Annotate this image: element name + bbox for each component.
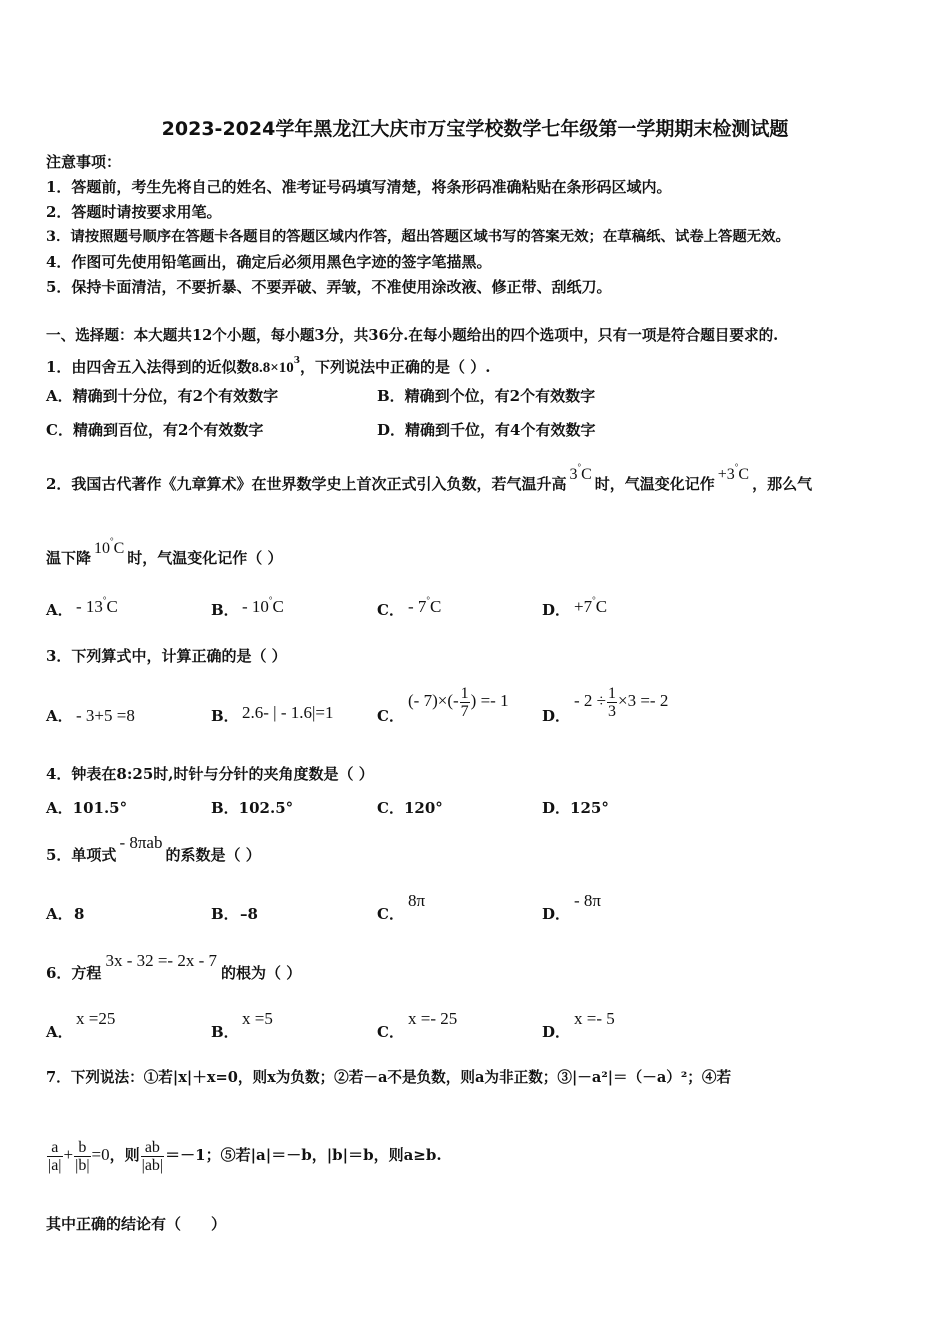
- q2-stem-a: 2．我国古代著作《九章算术》在世界数学史上首次正式引入负数，若气温升高: [46, 475, 567, 493]
- q5-label-d: D．: [542, 905, 571, 923]
- page-title: 2023-2024学年黑龙江大庆市万宝学校数学七年级第一学期期末检测试题: [161, 118, 789, 140]
- q5-label-c: C．: [377, 905, 404, 923]
- q1-exponent: 3: [293, 356, 301, 366]
- section-heading: 一、选择题：本大题共12个小题，每小题3分，共36分.在每小题给出的四个选项中，只有一项是符合题目要求的.: [46, 327, 779, 344]
- q1-stem-a: 1．由四舍五入法得到的近似数: [46, 358, 252, 376]
- q6-stem-b: 的根为（ ）: [221, 964, 302, 982]
- q2-label-a: A．: [46, 601, 73, 619]
- question-1-stem: [46, 351, 490, 378]
- q7-then: ，则: [109, 1146, 140, 1164]
- q2-math-rise: 3°C: [569, 462, 592, 483]
- notice-item-1: 1．答题前，考生先将自己的姓名、准考证号码填写清楚，将条形码准确粘贴在条形码区域内。: [46, 178, 672, 196]
- q2-stem-e: 时，气温变化记作（ ）: [127, 549, 283, 567]
- q7-fraction-a: $\frac{a}{|a|}$: [48, 1138, 62, 1174]
- q6-option-a[interactable]: x =25: [76, 1009, 116, 1028]
- q3-option-a[interactable]: - 3+5 =8: [76, 706, 135, 725]
- notice-heading: 注意事项：: [46, 153, 122, 171]
- q7-equals-zero: =0: [91, 1145, 110, 1164]
- notice-item-5: 5．保持卡面清洁，不要折暴、不要弄破、弄皱，不准使用涂改液、修正带、刮纸刀。: [46, 278, 612, 296]
- q4-option-d[interactable]: D．125°: [542, 799, 609, 817]
- question-2-stem-cont: [46, 536, 283, 569]
- q6-label-d: D．: [542, 1023, 571, 1041]
- question-7-condition: [46, 1132, 442, 1178]
- q2-stem-d: 温下降: [46, 549, 92, 567]
- q5-option-a[interactable]: 8: [74, 905, 85, 923]
- q6-option-d[interactable]: x =- 5: [574, 1009, 615, 1028]
- notice-item-4: 4．作图可先使用铅笔画出，确定后必须用黑色字迹的签字笔描黑。: [46, 253, 492, 271]
- q1-option-b[interactable]: B．精确到个位，有2个有效数字: [377, 387, 596, 405]
- q4-option-c[interactable]: C．120°: [377, 799, 443, 817]
- q2-stem-b: 时，气温变化记作: [594, 475, 715, 493]
- q4-option-a[interactable]: A．101.5°: [46, 799, 128, 817]
- q1-option-a[interactable]: A．精确到十分位，有2个有效数字: [46, 387, 279, 405]
- question-7-stem: 7．下列说法：①若|x|＋x=0，则x为负数；②若－a不是负数，则a为非正数；③|－a²|＝（－a）²；④若: [46, 1069, 732, 1086]
- question-3-stem: 3．下列算式中，计算正确的是（ ）: [46, 647, 287, 665]
- q2-math-drop: 10°C: [94, 536, 125, 557]
- q1-option-c[interactable]: C．精确到百位，有2个有效数字: [46, 421, 264, 439]
- q3-label-d: D．: [542, 707, 571, 725]
- q6-label-a: A．: [46, 1023, 73, 1041]
- q1-stem-b: ，下列说法中正确的是（ ）.: [300, 358, 491, 376]
- q5-label-b: B．: [211, 905, 239, 923]
- notice-item-2: 2．答题时请按要求用笔。: [46, 203, 222, 221]
- q6-equation: 3x - 32 =- 2x - 7: [105, 951, 218, 970]
- q6-stem-a: 6．方程: [46, 964, 102, 982]
- q5-stem-a: 5．单项式: [46, 846, 117, 864]
- q5-option-d[interactable]: - 8π: [574, 891, 601, 910]
- q6-option-b[interactable]: x =5: [242, 1009, 273, 1028]
- q2-option-d[interactable]: +7°C: [574, 595, 608, 616]
- q2-option-a[interactable]: - 13°C: [76, 595, 118, 616]
- notice-item-3: 3．请按照题号顺序在答题卡各题目的答题区域内作答，超出答题区域书写的答案无效；在草稿纸、试卷上答题无效。: [46, 228, 790, 245]
- q3-label-c: C．: [377, 707, 404, 725]
- q2-label-d: D．: [542, 601, 571, 619]
- q3-option-d[interactable]: - 2 ÷ $\frac{1}{3}$ ×3 =- 2: [574, 684, 669, 720]
- q5-label-a: A．: [46, 905, 73, 923]
- q2-option-c[interactable]: - 7°C: [408, 595, 442, 616]
- q2-label-b: B．: [211, 601, 239, 619]
- q2-label-c: C．: [377, 601, 404, 619]
- q6-label-c: C．: [377, 1023, 404, 1041]
- q7-rest: ＝－1；⑤若|a|＝－b，|b|＝b，则a≥b.: [165, 1146, 442, 1164]
- q6-label-b: B．: [211, 1023, 239, 1041]
- q6-option-c[interactable]: x =- 25: [408, 1009, 458, 1028]
- q2-stem-c: ，那么气: [752, 475, 813, 493]
- q4-option-b[interactable]: B．102.5°: [211, 799, 294, 817]
- question-5-stem: [46, 833, 261, 865]
- q7-plus: +: [63, 1145, 74, 1164]
- q2-math-record: +3°C: [717, 462, 750, 483]
- q3-option-c[interactable]: (- 7)×(- $\frac{1}{7}$ ) =- 1: [408, 684, 509, 720]
- question-2-stem: [46, 462, 813, 495]
- question-7-prompt: 其中正确的结论有（ ）: [46, 1215, 227, 1233]
- q3-label-b: B．: [211, 707, 239, 725]
- q7-fraction-ab: $\frac{ab}{|ab|}$: [141, 1138, 164, 1174]
- q3-option-b[interactable]: 2.6- | - 1.6|=1: [242, 703, 334, 722]
- q5-option-c[interactable]: 8π: [408, 891, 426, 910]
- question-6-stem: [46, 951, 302, 983]
- q7-fraction-b: $\frac{b}{|b|}$: [75, 1138, 90, 1174]
- q5-expression: - 8πab: [119, 833, 163, 852]
- q5-stem-b: 的系数是（ ）: [165, 846, 261, 864]
- question-4-stem: 4．钟表在8:25时,时针与分针的夹角度数是（ ）: [46, 765, 374, 783]
- q2-option-b[interactable]: - 10°C: [242, 595, 284, 616]
- q5-option-b[interactable]: –8: [240, 905, 258, 923]
- q1-option-d[interactable]: D．精确到千位，有4个有效数字: [377, 421, 596, 439]
- q1-number: 8.8×10: [251, 360, 294, 376]
- q3-label-a: A．: [46, 707, 73, 725]
